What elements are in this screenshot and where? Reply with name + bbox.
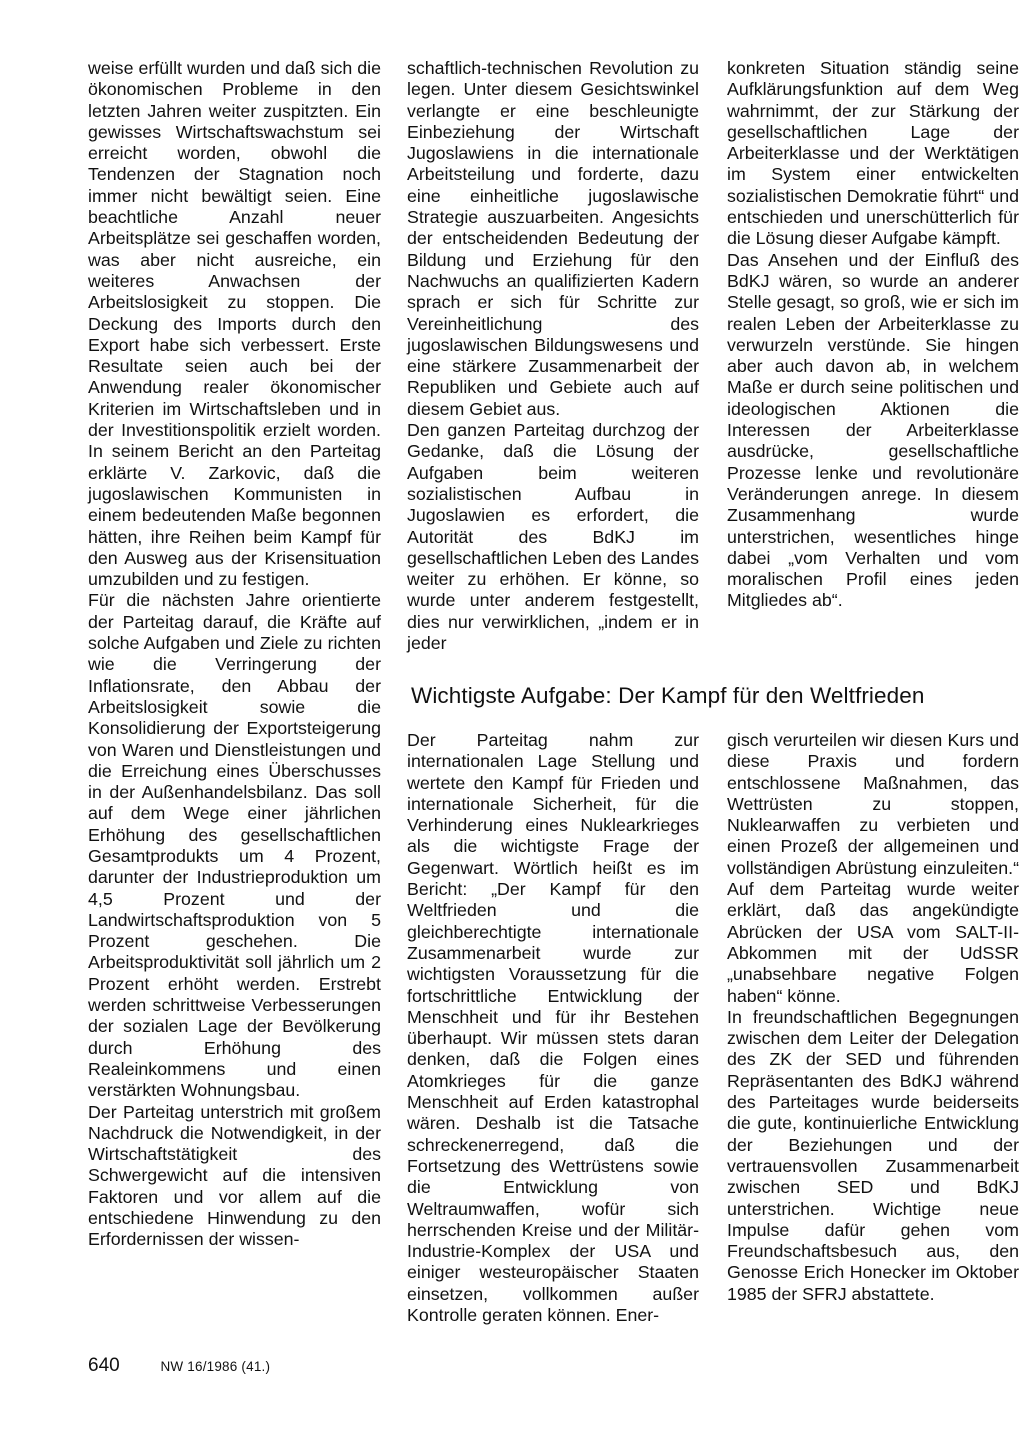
paragraph: In freundschaftlichen Begegnungen zwischen dem Leiter der Delegation des ZK der SED und führenden Repräsentanten des BdKJ während des Parteitages wurde beiderseits die gute, kontinuierliche Entwicklung der Beziehungen und der vertrauensvollen Zusammenarbeit zwischen SED und BdKJ unterstrichen. Wichtige neue Impulse dafür gehen vom Freundschaftsbesuch aus, den Genosse Erich Honecker im Oktober 1985 der SFRJ abstattete. <box>727 1006 1019 1304</box>
column-4 <box>407 730 699 1326</box>
column-2 <box>407 58 699 654</box>
paragraph: Für die nächsten Jahre orientierte der Parteitag darauf, die Kräfte auf solche Aufgaben und Ziele zu richten wie die Verringerung der Inflationsrate, den Abbau der Arbeitslosigkeit sowie die Konsolidierung der Exportsteigerung von Waren und Dienstleistungen und die Erreichung eines Überschusses in der Außenhandelsbilanz. Das soll auf dem Wege einer jährlichen Erhöhung des gesellschaftlichen Gesamtprodukts um 4 Prozent, darunter der Industrieproduktion um 4,5 Prozent und der Landwirtschaftsproduktion von 5 Prozent geschehen. Die Arbeitsproduktivität soll jährlich um 2 Prozent erhöht werden. Erstrebt werden schrittweise Verbesserungen der sozialen Lage der Bevölkerung durch Erhöhung des Realeinkommens und einen verstärkten Wohnungsbau. <box>88 590 381 1101</box>
paragraph: Der Parteitag nahm zur internationalen Lage Stellung und wertete den Kampf für Frieden und internationale Sicherheit, für die Verhinderung eines Nuklearkrieges als die wichtigste Frage der Gegenwart. Wörtlich heißt es im Bericht: „Der Kampf für den Weltfrieden und die gleichberechtigte internationale Zusammenarbeit wurde zur wichtigsten Voraussetzung für die fortschrittliche Entwicklung der Menschheit und für ihr Bestehen überhaupt. Wir müssen stets daran denken, daß die Folgen eines Atomkrieges für die ganze Menschheit auf Erden katastrophal wären. Deshalb ist die Tatsache schreckenerregend, daß die Fortsetzung des Wettrüstens sowie die Entwicklung von Weltraumwaffen, wofür sich herrschenden Kreise und der Militär-Industrie-Komplex der USA und einiger westeuropäischer Staaten einsetzen, vollkommen außer Kontrolle geraten können. Ener- <box>407 730 699 1326</box>
paragraph: weise erfüllt wurden und daß sich die ökonomischen Probleme in den letzten Jahren weiter zuspitzten. Ein gewisses Wirtschaftswachstum sei erreicht worden, obwohl die Tendenzen der Stagnation noch immer nicht bewältigt seien. Eine beachtliche Anzahl neuer Arbeitsplätze sei geschaffen worden, was aber nicht ausreiche, ein weiteres Anwachsen der Arbeitslosigkeit zu stoppen. Die Deckung des Imports durch den Export habe sich verbessert. Erste Resultate seien auch bei der Anwendung realer ökonomischer Kriterien im Wirtschaftsleben und in der Investitionspolitik erzielt worden. In seinem Bericht an den Parteitag erklärte V. Zarkovic, daß die jugoslawischen Kommunisten in einem bedeutenden Maße begonnen hätten, ihre Reihen beim Kampf für den Ausweg aus der Krisensituation umzubilden und zu festigen. <box>88 58 381 590</box>
page-footer <box>88 1356 688 1377</box>
paragraph: Der Parteitag unterstrich mit großem Nachdruck die Notwendigkeit, in der Wirtschaftstätigkeit des Schwergewicht auf die intensiven Faktoren und vor allem auf die entschiedene Hinwendung zu den Erfordernissen der wissen- <box>88 1101 381 1250</box>
column-3 <box>727 58 1019 612</box>
paragraph: Das Ansehen und der Einfluß des BdKJ wären, so wurde an anderer Stelle gesagt, so groß, wie er sich im realen Leben der Arbeiterklasse zu verwurzeln verstünde. Sie hingen aber auch davon ab, in welchem Maße er durch seine politischen und ideologischen Aktionen die Interessen der Arbeiterklasse ausdrücke, gesellschaftliche Prozesse lenke und revolutionäre Veränderungen anrege. In diesem Zusammenhang wurde unterstrichen, wesentliches hinge dabei „vom Verhalten und vom moralischen Profil eines jeden Mitgliedes ab“. <box>727 249 1019 611</box>
paragraph: konkreten Situation ständig seine Aufklärungsfunktion auf dem Weg wahrnimmt, der zur Stärkung der gesellschaftlichen Lage der Arbeiterklasse und der Werktätigen im System einer entwickelten sozialistischen Demokratie führt“ und entschieden und unerschütterlich für die Lösung dieser Aufgabe kämpft. <box>727 58 1019 249</box>
page-number: 640 <box>88 1355 120 1376</box>
paragraph: Den ganzen Parteitag durchzog der Gedanke, daß die Lösung der Aufgaben beim weiteren sozialistischen Aufbau in Jugoslawien es erfordert, die Autorität des BdKJ im gesellschaftlichen Leben des Landes weiter zu erhöhen. Er könne, so wurde unter anderem festgestellt, dies nur verwirklichen, „indem er in jeder <box>407 420 699 654</box>
issue-reference: NW 16/1986 (41.) <box>160 1359 271 1374</box>
paragraph: schaftlich-technischen Revolution zu legen. Unter diesem Gesichtswinkel verlangte er eine beschleunigte Einbeziehung der Wirtschaft Jugoslawiens in die internationale Arbeitsteilung und forderte, dazu eine einheitliche jugoslawische Strategie auszuarbeiten. Angesichts der entscheidenden Bedeutung der Bildung und Erziehung für den Nachwuchs an qualifizierten Kadern sprach er sich für Schritte zur Vereinheitlichung des jugoslawischen Bildungswesens und eine stärkere Zusammenarbeit der Republiken und Gebiete auch auf diesem Gebiet aus. <box>407 58 699 419</box>
paragraph: gisch verurteilen wir diesen Kurs und diese Praxis und fordern entschlossene Maßnahmen, das Wettrüsten zu stoppen, Nuklearwaffen zu verbieten und einen Prozeß der allgemeinen und vollständigen Abrüstung einzuleiten.“ Auf dem Parteitag wurde weiter erklärt, daß das angekündigte Abrücken der USA vom SALT-II-Abkommen mit der UdSSR „unabsehbare negative Folgen haben“ könne. <box>727 730 1019 1006</box>
column-1 <box>88 58 381 1251</box>
column-5 <box>727 730 1019 1305</box>
section-heading: Wichtigste Aufgabe: Der Kampf für den Weltfrieden <box>411 683 925 708</box>
